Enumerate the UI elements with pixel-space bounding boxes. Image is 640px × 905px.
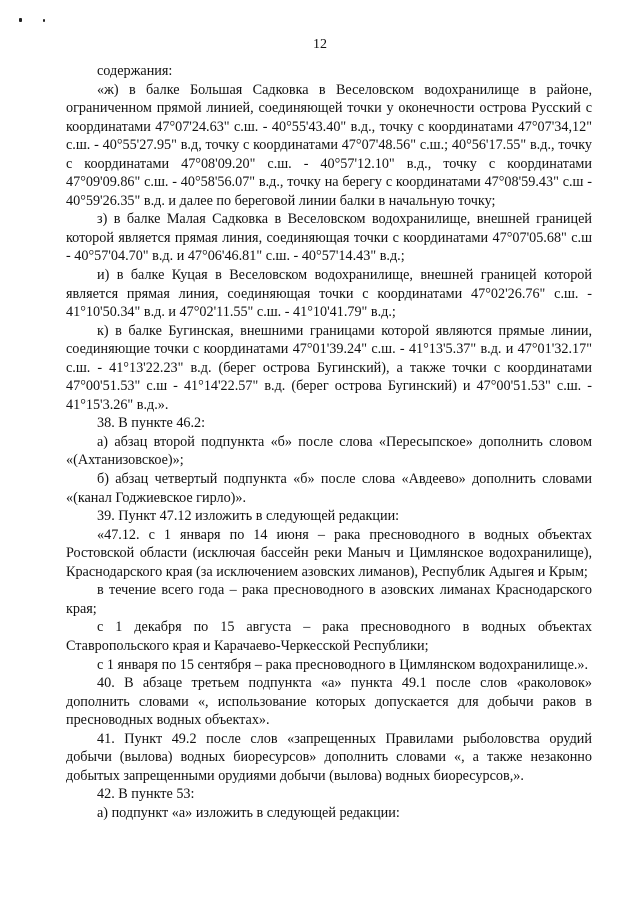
paragraph: 40. В абзаце третьем подпункта «а» пункта 49.1 после слов «раколовок» дополнить словами «, использование которых допускается для добычи раков в пресноводных водных объектах».	[66, 675, 592, 729]
scan-speck	[19, 18, 22, 22]
paragraph: 39. Пункт 47.12 изложить в следующей редакции:	[97, 508, 400, 525]
paragraph: б) абзац четвертый подпункта «б» после слова «Авдеево» дополнить словами «(канал Годжиевское гирло)».	[66, 471, 592, 506]
paragraph: «47.12. с 1 января по 14 июня – рака пресноводного в водных объектах Ростовской области (исключая бассейн реки Маныч и Цимлянское водохранилище), Краснодарского края (за исключением азовских лиманов), Республик Адыгея и Крым;	[66, 526, 592, 580]
paragraph: к) в балке Бугинская, внешними границами которой являются прямые линии, соединяющие точки с координатами 47°01'39.24" с.ш. - 41°13'5.37" в.д. и 47°01'32.17" с.ш. - 41°13'22.23" в.д. (берег острова Бугинский), а также точки с координатами 47°00'51.53" с.ш - 41°14'22.57" в.д. (берег острова Бугинский) и 47°00'51.53" с.ш. - 41°15'3.26" в.д.».	[66, 322, 592, 413]
paragraph: 41. Пункт 49.2 после слов «запрещенных Правилами рыболовства орудий добычи (вылова) водных биоресурсов» дополнить словами «, а также незаконно добытых запрещенными орудиями добычи (вылова) водных биоресурсов,».	[66, 730, 592, 784]
page-number: 12	[313, 37, 327, 52]
paragraph: з) в балке Малая Садковка в Веселовском водохранилище, внешней границей которой является прямая линия, соединяющая точки с координатами 47°07'05.68" с.ш - 40°57'04.70" в.д. и 47°06'46.81" с.ш. - 40°57'14.43" в.д.;	[66, 211, 592, 265]
paragraph: а) абзац второй подпункта «б» после слова «Пересыпское» дополнить словом «(Ахтанизовское)»;	[66, 433, 592, 469]
paragraph: а) подпункт «а» изложить в следующей редакции:	[97, 804, 400, 821]
document-body	[66, 62, 592, 822]
paragraph: 38. В пункте 46.2:	[97, 415, 206, 432]
paragraph: в течение всего года – рака пресноводного в азовских лиманах Краснодарского края;	[66, 582, 592, 617]
paragraph: 42. В пункте 53:	[97, 786, 195, 803]
scan-speck	[43, 19, 45, 22]
paragraph: с 1 января по 15 сентября – рака пресноводного в Цимлянском водохранилище.».	[97, 656, 589, 673]
paragraph: «ж) в балке Большая Садковка в Веселовском водохранилище в районе, ограниченном прямой линией, соединяющей точки у оконечности острова Русский с координатами 47°07'24.63" с.ш. - 40°55'43.40" в.д., точку с координатами 47°07'34,12" с.ш. - 40°55'27.95" в.д, точку с координатами 47°07'48.56" с.ш.; 40°56'17.55" в.д., точку с координатами 47°08'09.20" с.ш. - 40°57'12.10" в.д., точку с координатами 47°09'09.86" с.ш. - 40°58'56.07" в.д., точку на берегу с координатами 47°08'59.43" с.ш - 40°59'26.35" в.д. и далее по береговой линии балки в начальную точку;	[66, 81, 592, 209]
paragraph: содержания:	[97, 63, 173, 79]
paragraph: с 1 декабря по 15 августа – рака пресноводного в водных объектах Ставропольского края и Карачаево-Черкесской Республики;	[66, 619, 592, 654]
paragraph: и) в балке Куцая в Веселовском водохранилище, внешней границей которой является прямая линия, соединяющая точки с координатами 47°02'26.76" с.ш. - 41°10'50.34" в.д. и 47°02'11.55" с.ш. - 41°10'41.79" в.д.;	[66, 267, 592, 321]
